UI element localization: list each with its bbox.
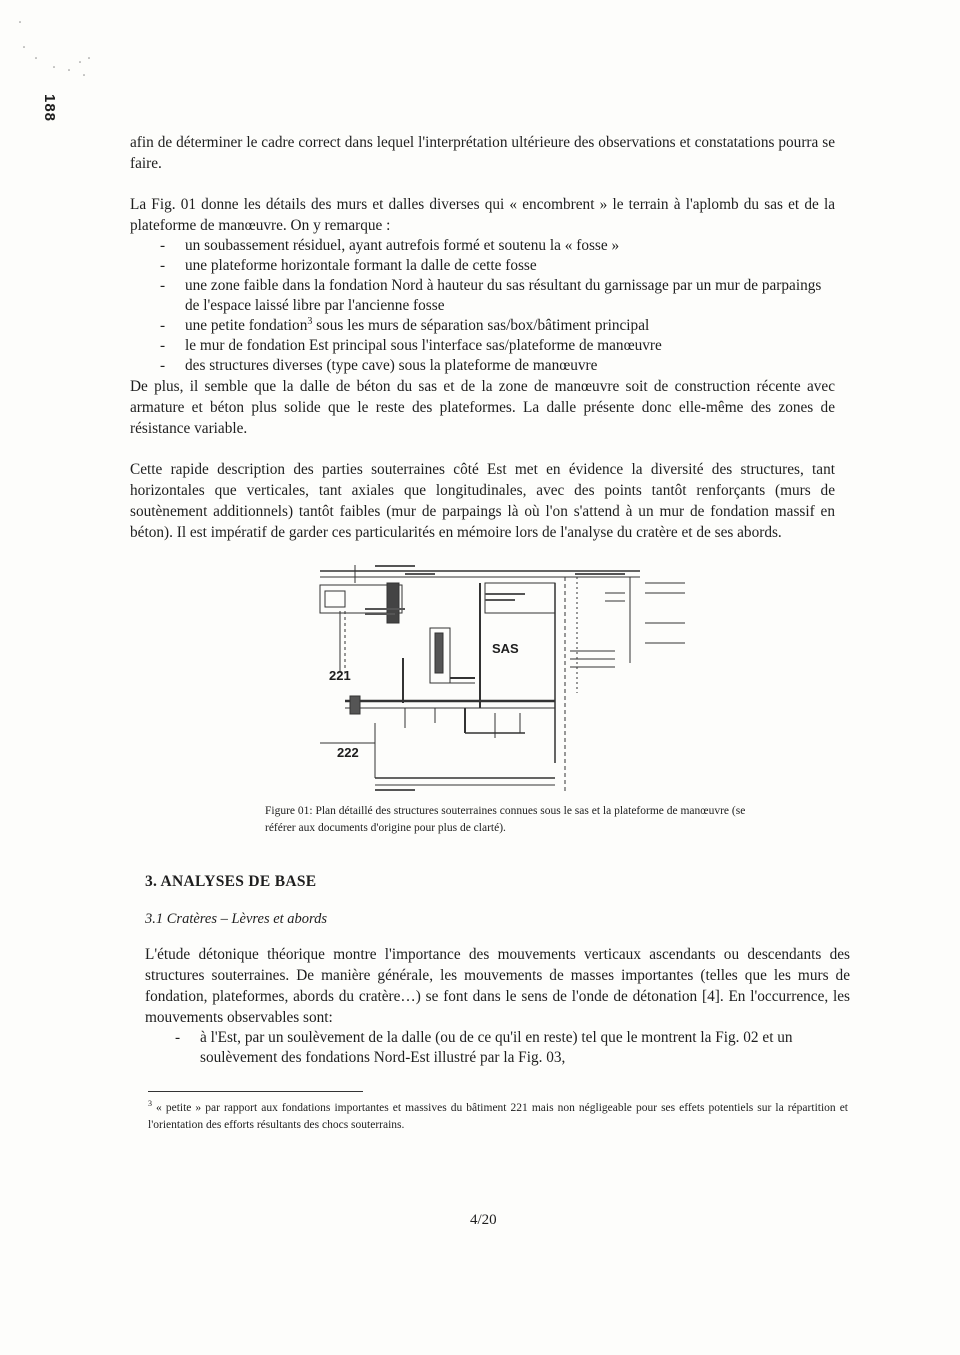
footnote-ref: 3 xyxy=(307,315,313,327)
list-item-prefix: une petite fondation xyxy=(185,317,308,334)
list-item: - à l'Est, par un soulèvement de la dalle (ou de ce qu'il en reste) tel que le montrent la Fig. 02 et un soulèvement des fondations Nord-Est illustré par la Fig. 03, xyxy=(145,1028,850,1068)
subsection-title: 3.1 Cratères – Lèvres et abords xyxy=(145,911,328,927)
paragraph-2-intro: La Fig. 01 donne les détails des murs et dalles diverses qui « encombrent » le terrain à l'aplomb du sas et de la plateforme de manœuvre. On y remarque : xyxy=(130,196,835,234)
list-item: - des structures diverses (type cave) sous la plateforme de manœuvre xyxy=(130,356,835,376)
footnote-text: « petite » par rapport aux fondations importantes et massives du bâtiment 221 mais non négligeable pour ses effets potentiels sur la répartition et l'orientation des efforts résultants des chocs souterrains. xyxy=(148,1102,848,1131)
figure-01-plan xyxy=(315,563,695,795)
label-222: 222 xyxy=(337,745,359,760)
footnote-divider xyxy=(148,1091,363,1092)
paragraph-3: De plus, il semble que la dalle de béton du sas et de la zone de manœuvre soit de construction récente avec armature et béton plus solide que le reste des plateformes. La dalle présente donc elle-même des zones de résistance variable. xyxy=(130,378,835,437)
paragraph-1: afin de déterminer le cadre correct dans lequel l'interprétation ultérieure des observations et constatations pourra se faire. xyxy=(130,134,835,172)
list-item-rest: sous les murs de séparation sas/box/bâtiment principal xyxy=(316,317,650,334)
list-item xyxy=(130,316,835,336)
plan-drawing xyxy=(315,563,695,795)
movement-list xyxy=(145,1028,850,1068)
list-item: - une plateforme horizontale formant la dalle de cette fosse xyxy=(130,256,835,276)
footnote xyxy=(148,1100,848,1134)
label-sas: SAS xyxy=(492,641,519,656)
figure-caption: Figure 01: Plan détaillé des structures souterraines connues sous le sas et la plateforme de manœuvre (se référer aux documents d'origine pour plus de clarté). xyxy=(265,805,746,834)
page-content xyxy=(130,132,850,1134)
page-number: 4/20 xyxy=(470,1212,497,1228)
section-title: 3. ANALYSES DE BASE xyxy=(145,873,317,890)
list-item: - une zone faible dans la fondation Nord à hauteur du sas résultant du garnissage par un mur de parpaings de l'espace laissé libre par l'ancienne fosse xyxy=(130,276,835,316)
list-item: - un soubassement résiduel, ayant autrefois formé et soutenu la « fosse » xyxy=(130,236,835,256)
paragraph-5: L'étude détonique théorique montre l'importance des mouvements verticaux ascendants ou descendants des structures souterraines. De manière générale, les mouvements de masses importantes (telles que les murs de fondation, plateformes, abords du cratère…) se font dans le sens de l'onde de détonation [4]. En l'occurrence, les mouvements observables sont: xyxy=(145,946,850,1026)
margin-stamp: 188 xyxy=(41,94,58,123)
structure-list xyxy=(130,236,835,376)
paragraph-4: Cette rapide description des parties souterraines côté Est met en évidence la diversité des structures, tant horizontales que verticales, tant axiales que longitudinales, avec des points tantôt renforçants (murs de soutènement additionnels) tantôt faibles (mur de parpaings là où l'on s'attend à un mur de fondation massif en béton). Il est impératif de garder ces particularités en mémoire lors de l'analyse du cratère et de ses abords. xyxy=(130,461,835,541)
scan-noise xyxy=(14,20,94,80)
label-221: 221 xyxy=(329,668,351,683)
footnote-number: 3 xyxy=(148,1099,152,1109)
list-item: - le mur de fondation Est principal sous l'interface sas/plateforme de manœuvre xyxy=(130,336,835,356)
